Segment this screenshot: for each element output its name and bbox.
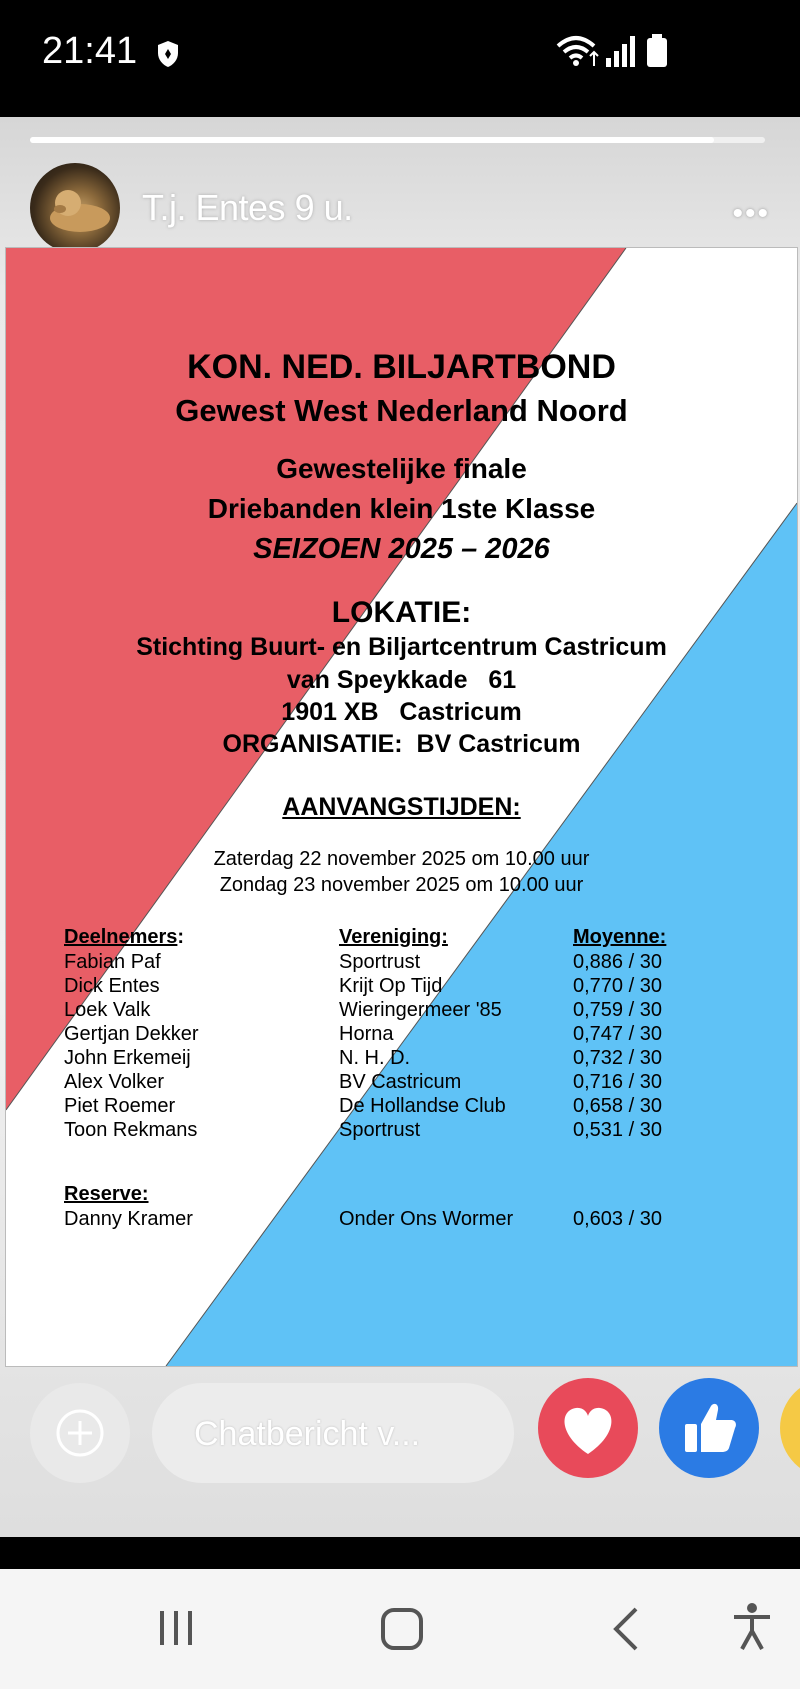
avatar[interactable]: [30, 163, 120, 253]
location-street: van Speykkade 61: [286, 666, 517, 694]
location-heading: LOKATIE:: [331, 596, 472, 629]
participant-name: Fabian Paf: [64, 951, 161, 973]
screen-divider: [0, 1537, 800, 1569]
reserve-name: Danny Kramer: [64, 1208, 193, 1230]
participant-average: 0,732 / 30: [573, 1047, 662, 1069]
story-viewer[interactable]: [0, 117, 800, 1537]
wifi-icon: [556, 34, 600, 70]
participant-name: Alex Volker: [64, 1071, 165, 1093]
start-times-heading: AANVANGSTIJDEN:: [282, 793, 521, 821]
participants-heading: Deelnemers: [64, 926, 178, 948]
reserve-heading: Reserve:: [64, 1183, 149, 1205]
event-discipline: Driebanden klein 1ste Klasse: [207, 493, 596, 524]
reserve-club: Onder Ons Wormer: [339, 1208, 514, 1230]
start-time-sunday: Zondag 23 november 2025 om 10.00 uur: [219, 874, 584, 896]
story-author[interactable]: [142, 187, 353, 229]
location-venue: Stichting Buurt- en Biljartcentrum Castricum: [136, 633, 667, 661]
shield-icon: [156, 40, 180, 68]
back-icon[interactable]: [608, 1605, 644, 1653]
battery-icon: [645, 34, 669, 68]
system-nav-bar: [0, 1569, 800, 1689]
participant-club: Krijt Op Tijd: [339, 975, 443, 997]
more-options-icon[interactable]: •••: [732, 197, 770, 230]
status-bar: [0, 0, 800, 117]
participant-club: Horna: [339, 1023, 394, 1045]
recent-apps-icon[interactable]: [156, 1607, 200, 1651]
participant-name: Gertjan Dekker: [64, 1023, 199, 1045]
participant-name: Piet Roemer: [64, 1095, 176, 1117]
organisation: ORGANISATIE: BV Castricum: [222, 730, 581, 758]
story-progress-fill: [30, 137, 714, 143]
author-name[interactable]: T.j. Entes: [142, 187, 286, 228]
participants-header: [64, 926, 184, 949]
poster-title: KON. NED. BILJARTBOND: [187, 348, 616, 386]
participant-club: Sportrust: [339, 951, 421, 973]
accessibility-icon[interactable]: [730, 1601, 774, 1653]
home-icon[interactable]: [378, 1605, 426, 1653]
event-name: Gewestelijke finale: [276, 453, 527, 484]
participant-average: 0,759 / 30: [573, 999, 662, 1021]
like-reaction-button[interactable]: [659, 1378, 759, 1478]
heart-reaction-button[interactable]: [538, 1378, 638, 1478]
story-progress-bar: [30, 137, 765, 143]
add-reaction-button[interactable]: [30, 1383, 130, 1483]
participant-average: 0,770 / 30: [573, 975, 662, 997]
club-heading: Vereniging:: [339, 926, 448, 948]
participant-name: Loek Valk: [64, 999, 151, 1021]
participant-club: De Hollandse Club: [339, 1095, 506, 1117]
poster-image: [5, 247, 798, 1367]
heart-icon: [538, 1378, 638, 1478]
participant-average: 0,658 / 30: [573, 1095, 662, 1117]
location-city: 1901 XB Castricum: [281, 698, 522, 726]
thumbs-up-icon: [659, 1378, 759, 1478]
poster-title-region: Gewest West Nederland Noord: [175, 393, 628, 428]
participants-heading-colon: :: [177, 926, 185, 948]
participant-average: 0,531 / 30: [573, 1119, 662, 1141]
reply-input[interactable]: [152, 1383, 514, 1483]
participant-average: 0,747 / 30: [573, 1023, 662, 1045]
story-age: 9 u.: [294, 187, 353, 228]
participant-club: Sportrust: [339, 1119, 421, 1141]
plus-circle-icon: [30, 1383, 130, 1483]
participant-average: 0,716 / 30: [573, 1071, 662, 1093]
reserve-average: 0,603 / 30: [573, 1208, 662, 1230]
reply-placeholder: Chatbericht v...: [194, 1415, 421, 1453]
average-heading: Moyenne:: [573, 926, 667, 948]
signal-icon: [604, 34, 638, 68]
participant-club: Wieringermeer '85: [339, 999, 502, 1021]
participant-name: John Erkemeij: [64, 1047, 191, 1069]
participant-club: BV Castricum: [339, 1071, 462, 1093]
event-season: SEIZOEN 2025 – 2026: [253, 533, 550, 565]
participant-name: Toon Rekmans: [64, 1119, 198, 1141]
participant-average: 0,886 / 30: [573, 951, 662, 973]
dog-photo-icon: [30, 163, 120, 253]
participant-club: N. H. D.: [339, 1047, 411, 1069]
start-time-saturday: Zaterdag 22 november 2025 om 10.00 uur: [213, 848, 590, 870]
participant-name: Dick Entes: [64, 975, 160, 997]
emoji-icon: [780, 1378, 800, 1478]
emoji-reaction-button[interactable]: [780, 1378, 800, 1478]
clock: 21:41: [42, 30, 138, 72]
